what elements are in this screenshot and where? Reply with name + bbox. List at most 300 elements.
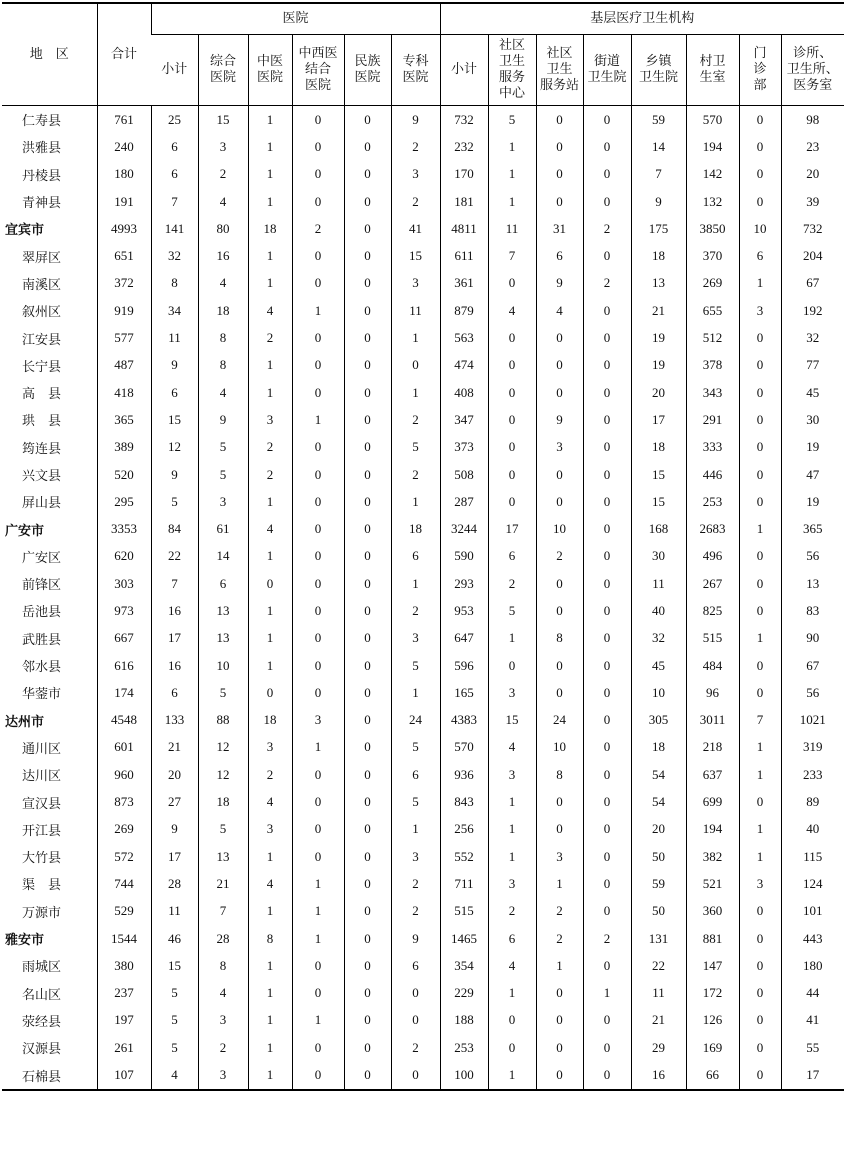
value-cell: 0 (344, 707, 391, 734)
value-cell: 5 (151, 1007, 198, 1034)
value-cell: 80 (198, 215, 248, 242)
value-cell: 0 (344, 242, 391, 269)
value-cell: 5 (488, 597, 536, 624)
region-name-cell: 邻水县 (22, 660, 62, 676)
value-cell: 3 (488, 761, 536, 788)
value-cell: 40 (631, 597, 686, 624)
value-cell: 7 (739, 707, 781, 734)
value-cell: 0 (292, 788, 344, 815)
value-cell: 1 (739, 761, 781, 788)
table-row (2, 597, 844, 624)
value-cell: 10 (198, 652, 248, 679)
value-cell: 4 (536, 297, 583, 324)
value-cell: 1021 (781, 707, 844, 734)
value-cell: 261 (97, 1034, 151, 1061)
value-cell: 44 (781, 980, 844, 1007)
value-cell: 1 (391, 570, 440, 597)
value-cell: 1 (292, 898, 344, 925)
value-cell: 361 (440, 270, 488, 297)
value-cell: 10 (536, 515, 583, 542)
value-cell: 0 (583, 543, 631, 570)
value-cell: 7 (151, 188, 198, 215)
value-cell: 1 (391, 816, 440, 843)
value-cell: 5 (198, 434, 248, 461)
value-cell: 596 (440, 652, 488, 679)
value-cell: 0 (739, 679, 781, 706)
value-cell: 0 (536, 324, 583, 351)
value-cell: 515 (440, 898, 488, 925)
value-cell: 41 (391, 215, 440, 242)
value-cell: 6 (391, 761, 440, 788)
value-cell: 4548 (97, 707, 151, 734)
primary-col-header: 乡镇 卫生院 (631, 35, 686, 106)
value-cell: 1 (292, 870, 344, 897)
value-cell: 0 (292, 952, 344, 979)
value-cell: 1 (248, 843, 292, 870)
value-cell: 34 (151, 297, 198, 324)
city-row (2, 215, 844, 242)
value-cell: 0 (536, 570, 583, 597)
value-cell: 0 (488, 1034, 536, 1061)
region-name-cell: 青神县 (22, 196, 62, 212)
value-cell: 333 (686, 434, 739, 461)
value-cell: 1 (248, 488, 292, 515)
value-cell: 732 (781, 215, 844, 242)
value-cell: 191 (97, 188, 151, 215)
value-cell: 11 (488, 215, 536, 242)
value-cell: 4 (488, 734, 536, 761)
value-cell: 373 (440, 434, 488, 461)
value-cell: 28 (151, 870, 198, 897)
value-cell: 520 (97, 461, 151, 488)
value-cell: 305 (631, 707, 686, 734)
value-cell: 9 (391, 925, 440, 952)
region-name-cell: 渠 县 (22, 878, 62, 894)
region-name-cell: 宣汉县 (22, 796, 62, 812)
value-cell: 960 (97, 761, 151, 788)
value-cell: 8 (248, 925, 292, 952)
value-cell: 0 (583, 1007, 631, 1034)
value-cell: 0 (344, 679, 391, 706)
value-cell: 3 (536, 434, 583, 461)
value-cell: 0 (292, 324, 344, 351)
value-cell: 732 (440, 106, 488, 134)
region-name-cell: 长宁县 (22, 359, 62, 375)
value-cell: 9 (151, 352, 198, 379)
value-cell: 0 (739, 188, 781, 215)
value-cell: 0 (739, 1034, 781, 1061)
value-cell: 194 (686, 133, 739, 160)
value-cell: 61 (198, 515, 248, 542)
value-cell: 0 (536, 788, 583, 815)
value-cell: 1 (248, 952, 292, 979)
value-cell: 0 (739, 788, 781, 815)
value-cell: 1 (488, 625, 536, 652)
value-cell: 0 (344, 434, 391, 461)
value-cell: 6 (151, 133, 198, 160)
city-name-cell: 达州市 (5, 714, 45, 730)
value-cell: 165 (440, 679, 488, 706)
value-cell: 2 (391, 188, 440, 215)
value-cell: 2 (536, 925, 583, 952)
value-cell: 2 (488, 570, 536, 597)
value-cell: 12 (198, 761, 248, 788)
value-cell: 39 (781, 188, 844, 215)
value-cell: 2 (536, 898, 583, 925)
region-name-cell: 万源市 (22, 905, 62, 921)
value-cell: 0 (292, 543, 344, 570)
value-cell: 347 (440, 406, 488, 433)
value-cell: 256 (440, 816, 488, 843)
value-cell: 45 (631, 652, 686, 679)
value-cell: 5 (391, 788, 440, 815)
value-cell: 6 (391, 952, 440, 979)
value-cell: 180 (781, 952, 844, 979)
value-cell: 141 (151, 215, 198, 242)
value-cell: 3011 (686, 707, 739, 734)
value-cell: 0 (248, 570, 292, 597)
table-row (2, 1007, 844, 1034)
value-cell: 443 (781, 925, 844, 952)
value-cell: 4 (198, 270, 248, 297)
value-cell: 365 (97, 406, 151, 433)
value-cell: 16 (631, 1061, 686, 1089)
value-cell: 8 (151, 270, 198, 297)
value-cell: 0 (583, 242, 631, 269)
hospital-col-header: 中医 医院 (248, 35, 292, 106)
value-cell: 229 (440, 980, 488, 1007)
value-cell: 2 (391, 461, 440, 488)
value-cell: 8 (198, 324, 248, 351)
value-cell: 0 (536, 106, 583, 134)
value-cell: 293 (440, 570, 488, 597)
value-cell: 0 (488, 406, 536, 433)
table-row (2, 980, 844, 1007)
value-cell: 0 (488, 434, 536, 461)
value-cell: 744 (97, 870, 151, 897)
value-cell: 0 (739, 324, 781, 351)
primary-col-header: 街道 卫生院 (583, 35, 631, 106)
value-cell: 508 (440, 461, 488, 488)
table-row (2, 461, 844, 488)
value-cell: 15 (151, 952, 198, 979)
region-name-cell: 荥经县 (22, 1014, 62, 1030)
value-cell: 1 (248, 352, 292, 379)
primary-col-header: 小计 (440, 35, 488, 106)
value-cell: 0 (488, 652, 536, 679)
value-cell: 4 (198, 188, 248, 215)
value-cell: 0 (292, 161, 344, 188)
value-cell: 1 (488, 980, 536, 1007)
value-cell: 0 (344, 215, 391, 242)
value-cell: 0 (583, 788, 631, 815)
hospital-col-header: 中西医 结合 医院 (292, 35, 344, 106)
value-cell: 521 (686, 870, 739, 897)
value-cell: 2 (391, 406, 440, 433)
value-cell: 0 (536, 816, 583, 843)
value-cell: 45 (781, 379, 844, 406)
value-cell: 269 (686, 270, 739, 297)
value-cell: 380 (97, 952, 151, 979)
value-cell: 16 (151, 597, 198, 624)
value-cell: 0 (739, 952, 781, 979)
value-cell: 131 (631, 925, 686, 952)
value-cell: 0 (344, 925, 391, 952)
value-cell: 484 (686, 652, 739, 679)
region-name-cell: 翠屏区 (22, 250, 62, 266)
value-cell: 0 (536, 352, 583, 379)
value-cell: 1 (536, 952, 583, 979)
value-cell: 3 (248, 734, 292, 761)
value-cell: 0 (344, 870, 391, 897)
value-cell: 15 (488, 707, 536, 734)
value-cell: 651 (97, 242, 151, 269)
table-row (2, 406, 844, 433)
value-cell: 0 (583, 870, 631, 897)
table-row (2, 761, 844, 788)
value-cell: 0 (344, 297, 391, 324)
value-cell: 1 (488, 1061, 536, 1089)
value-cell: 16 (198, 242, 248, 269)
value-cell: 0 (536, 1061, 583, 1089)
value-cell: 570 (686, 106, 739, 134)
value-cell: 879 (440, 297, 488, 324)
table-row (2, 242, 844, 269)
table-row (2, 1061, 844, 1089)
value-cell: 172 (686, 980, 739, 1007)
value-cell: 0 (536, 597, 583, 624)
value-cell: 232 (440, 133, 488, 160)
value-cell: 0 (583, 843, 631, 870)
value-cell: 3 (198, 1007, 248, 1034)
value-cell: 2 (391, 597, 440, 624)
region-name-cell: 通川区 (22, 741, 62, 757)
value-cell: 0 (583, 734, 631, 761)
value-cell: 19 (781, 488, 844, 515)
city-name-cell: 雅安市 (5, 933, 45, 949)
value-cell: 21 (151, 734, 198, 761)
value-cell: 30 (631, 543, 686, 570)
city-name-cell: 广安市 (5, 523, 45, 539)
region-name-cell: 雨城区 (22, 960, 62, 976)
value-cell: 0 (391, 1061, 440, 1089)
value-cell: 611 (440, 242, 488, 269)
value-cell: 0 (536, 980, 583, 1007)
value-cell: 59 (631, 106, 686, 134)
value-cell: 382 (686, 843, 739, 870)
value-cell: 0 (344, 406, 391, 433)
value-cell: 953 (440, 597, 488, 624)
value-cell: 0 (583, 461, 631, 488)
region-name-cell: 华蓥市 (22, 687, 62, 703)
value-cell: 0 (583, 952, 631, 979)
value-cell: 56 (781, 679, 844, 706)
hospital-col-header: 小计 (151, 35, 198, 106)
region-name-cell: 广安区 (22, 550, 62, 566)
value-cell: 55 (781, 1034, 844, 1061)
value-cell: 124 (781, 870, 844, 897)
value-cell: 0 (292, 515, 344, 542)
value-cell: 1 (248, 1007, 292, 1034)
value-cell: 389 (97, 434, 151, 461)
value-cell: 0 (583, 379, 631, 406)
value-cell: 11 (391, 297, 440, 324)
region-name-cell: 岳池县 (22, 605, 62, 621)
value-cell: 240 (97, 133, 151, 160)
value-cell: 84 (151, 515, 198, 542)
value-cell: 637 (686, 761, 739, 788)
value-cell: 0 (739, 898, 781, 925)
value-cell: 0 (583, 679, 631, 706)
value-cell: 515 (686, 625, 739, 652)
value-cell: 90 (781, 625, 844, 652)
value-cell: 50 (631, 843, 686, 870)
value-cell: 15 (391, 242, 440, 269)
value-cell: 14 (631, 133, 686, 160)
value-cell: 4 (488, 952, 536, 979)
value-cell: 1 (248, 188, 292, 215)
value-cell: 13 (198, 597, 248, 624)
value-cell: 1 (248, 898, 292, 925)
value-cell: 27 (151, 788, 198, 815)
value-cell: 0 (536, 652, 583, 679)
value-cell: 601 (97, 734, 151, 761)
value-cell: 936 (440, 761, 488, 788)
hospital-col-header: 综合 医院 (198, 35, 248, 106)
value-cell: 67 (781, 270, 844, 297)
value-cell: 169 (686, 1034, 739, 1061)
value-cell: 6 (536, 242, 583, 269)
value-cell: 17 (151, 625, 198, 652)
value-cell: 233 (781, 761, 844, 788)
value-cell: 0 (292, 625, 344, 652)
value-cell: 0 (344, 734, 391, 761)
table-row (2, 679, 844, 706)
value-cell: 0 (488, 270, 536, 297)
value-cell: 3 (488, 870, 536, 897)
region-name-cell: 开江县 (22, 823, 62, 839)
value-cell: 107 (97, 1061, 151, 1089)
value-cell: 4 (198, 379, 248, 406)
value-cell: 354 (440, 952, 488, 979)
value-cell: 1 (391, 379, 440, 406)
value-cell: 194 (686, 816, 739, 843)
value-cell: 1 (292, 297, 344, 324)
region-name-cell: 叙州区 (22, 305, 62, 321)
region-name-cell: 大竹县 (22, 851, 62, 867)
value-cell: 15 (198, 106, 248, 134)
value-cell: 1 (488, 133, 536, 160)
value-cell: 1 (248, 1061, 292, 1089)
value-cell: 0 (292, 1034, 344, 1061)
value-cell: 2683 (686, 515, 739, 542)
value-cell: 0 (739, 570, 781, 597)
table-row (2, 816, 844, 843)
value-cell: 101 (781, 898, 844, 925)
value-cell: 9 (391, 106, 440, 134)
value-cell: 3 (292, 707, 344, 734)
value-cell: 1 (583, 980, 631, 1007)
value-cell: 474 (440, 352, 488, 379)
value-cell: 0 (583, 488, 631, 515)
value-cell: 13 (198, 843, 248, 870)
value-cell: 590 (440, 543, 488, 570)
value-cell: 1 (248, 161, 292, 188)
value-cell: 142 (686, 161, 739, 188)
value-cell: 1 (248, 980, 292, 1007)
value-cell: 408 (440, 379, 488, 406)
value-cell: 181 (440, 188, 488, 215)
value-cell: 29 (631, 1034, 686, 1061)
medical-institutions-table (2, 2, 844, 1091)
value-cell: 1 (248, 543, 292, 570)
value-cell: 59 (631, 870, 686, 897)
value-cell: 5 (151, 1034, 198, 1061)
value-cell: 1 (248, 133, 292, 160)
value-cell: 2 (488, 898, 536, 925)
value-cell: 30 (781, 406, 844, 433)
value-cell: 0 (536, 161, 583, 188)
value-cell: 4 (248, 870, 292, 897)
value-cell: 0 (292, 679, 344, 706)
value-cell: 204 (781, 242, 844, 269)
value-cell: 1 (248, 270, 292, 297)
value-cell: 0 (391, 1007, 440, 1034)
value-cell: 563 (440, 324, 488, 351)
value-cell: 0 (292, 133, 344, 160)
value-cell: 1 (391, 324, 440, 351)
value-cell: 0 (739, 1007, 781, 1034)
value-cell: 0 (344, 788, 391, 815)
value-cell: 0 (344, 324, 391, 351)
value-cell: 18 (248, 215, 292, 242)
value-cell: 0 (344, 488, 391, 515)
table-row (2, 952, 844, 979)
value-cell: 1 (739, 515, 781, 542)
value-cell: 98 (781, 106, 844, 134)
value-cell: 0 (583, 515, 631, 542)
total-header: 合计 (97, 3, 151, 106)
value-cell: 0 (536, 379, 583, 406)
value-cell: 0 (583, 297, 631, 324)
city-name-cell: 宜宾市 (5, 223, 45, 239)
primary-group-header: 基层医疗卫生机构 (440, 3, 844, 35)
table-row (2, 788, 844, 815)
value-cell: 4811 (440, 215, 488, 242)
value-cell: 10 (631, 679, 686, 706)
value-cell: 0 (344, 515, 391, 542)
city-row (2, 707, 844, 734)
value-cell: 6 (151, 161, 198, 188)
value-cell: 50 (631, 898, 686, 925)
value-cell: 147 (686, 952, 739, 979)
region-name-cell: 兴文县 (22, 469, 62, 484)
value-cell: 303 (97, 570, 151, 597)
value-cell: 17 (781, 1061, 844, 1089)
value-cell: 512 (686, 324, 739, 351)
table-row (2, 434, 844, 461)
value-cell: 0 (344, 133, 391, 160)
value-cell: 0 (248, 679, 292, 706)
value-cell: 0 (739, 106, 781, 134)
value-cell: 570 (440, 734, 488, 761)
value-cell: 572 (97, 843, 151, 870)
value-cell: 0 (344, 270, 391, 297)
value-cell: 0 (583, 434, 631, 461)
value-cell: 0 (583, 161, 631, 188)
value-cell: 24 (391, 707, 440, 734)
value-cell: 0 (292, 1061, 344, 1089)
